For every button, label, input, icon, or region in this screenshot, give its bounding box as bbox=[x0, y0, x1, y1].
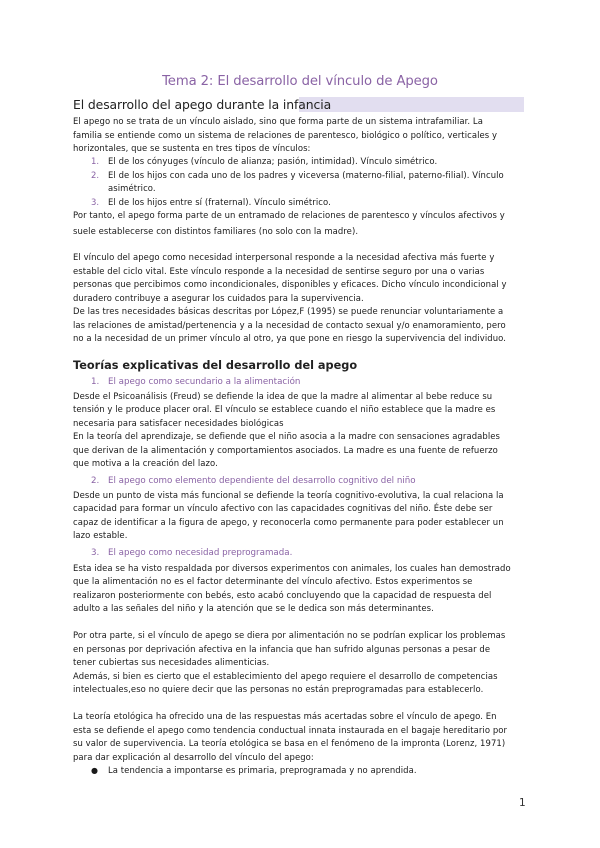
list-item-text: El de los cónyuges (vínculo de alianza; pasión, intimidad). Vínculo simétrico. bbox=[108, 156, 438, 166]
text-line: lazo estable. bbox=[73, 530, 128, 540]
bullet-icon: ● bbox=[91, 766, 98, 775]
heading-highlight bbox=[299, 97, 524, 112]
text-line: El apego no se trata de un vínculo aislado, sino que forma parte de un sistema intrafamiliar. La bbox=[73, 116, 483, 126]
text-line: en personas por deprivación afectiva en la infancia que han sufrido algunas personas a pesar de bbox=[73, 644, 491, 654]
section-heading-teorias: Teorías explicativas del desarrollo del apego bbox=[73, 359, 358, 372]
theory-title: El apego como secundario a la alimentación bbox=[108, 377, 301, 387]
text-line: Además, si bien es cierto que el establecimiento del apego requiere el desarrollo de competencias bbox=[73, 671, 498, 681]
text-line: estable del ciclo vital. Este vínculo responde a la necesidad de sentirse seguro por una o varias bbox=[73, 266, 485, 276]
text-line: La teoría etológica ha ofrecido una de las respuestas más acertadas sobre el vínculo de apego. En bbox=[73, 711, 497, 721]
list-item-text: El de los hijos entre sí (fraternal). Vínculo simétrico. bbox=[108, 197, 331, 207]
text-line: que motiva a la creación del lazo. bbox=[73, 458, 218, 468]
text-line: suele establecerse con distintos familiares (no solo con la madre). bbox=[73, 226, 359, 236]
text-line: duradero contribuye a asegurar los cuidados para la supervivencia. bbox=[73, 293, 364, 303]
text-line: En la teoría del aprendizaje, se defiende que el niño asocia a la madre con sensaciones agradables bbox=[73, 431, 501, 441]
text-line: su valor de supervivencia. La teoría etológica se basa en el fenómeno de la impronta (Lorenz, 1971) bbox=[73, 738, 506, 748]
text-line: Desde el Psicoanálisis (Freud) se defiende la idea de que la madre al alimentar al bebe reduce su bbox=[73, 391, 493, 401]
text-line: las relaciones de amistad/pertenencia y a la necesidad de contacto sexual y/o enamoramiento, pero bbox=[73, 320, 506, 330]
section-heading-apego-infancia: El desarrollo del apego durante la infancia bbox=[73, 97, 332, 112]
text-line: que la alimentación no es el factor determinante del vínculo afectivo. Estos experimentos se bbox=[73, 576, 473, 586]
text-line: adulto a las señales del niño y la atención que se le dedica son más determinantes. bbox=[73, 603, 434, 613]
list-item-text: asimétrico. bbox=[108, 183, 156, 193]
text-line: realizaron posteriormente con bebés, esto acabó concluyendo que la capacidad de respuesta del bbox=[73, 590, 492, 600]
text-line: Desde un punto de vista más funcional se defiende la teoría cognitivo-evolutiva, la cual relaciona la bbox=[73, 490, 504, 500]
text-line: que derivan de la alimentación y comportamientos asociados. La madre es una fuente de refuerzo bbox=[73, 445, 498, 455]
text-line: esta se defiende el apego como tendencia conductual innata instaurada en el bagaje hereditario por bbox=[73, 725, 508, 735]
text-line: Por tanto, el apego forma parte de un entramado de relaciones de parentesco y vínculos afectivos y bbox=[73, 210, 505, 220]
text-line: no a la necesidad de un primer vínculo al otro, ya que pone en riesgo la supervivencia del individuo. bbox=[73, 333, 507, 343]
text-line: personas que percibimos como incondicionales, disponibles y eficaces. Dicho vínculo incondicional y bbox=[73, 279, 507, 289]
text-line: Por otra parte, si el vínculo de apego se diera por alimentación no se podrían explicar los problemas bbox=[73, 630, 506, 640]
text-line: capacidad para formar un vínculo afectivo con las capacidades cognitivas del niño. Éste debe ser bbox=[73, 503, 493, 513]
theory-title: El apego como necesidad preprogramada. bbox=[108, 548, 293, 558]
text-line: intelectuales,eso no quiere decir que las personas no están preprogramadas para establecerlo. bbox=[73, 684, 484, 694]
theory-number: 3. bbox=[91, 548, 100, 558]
list-item-text: El de los hijos con cada uno de los padres y viceversa (materno-filial, paterno-filial). Vínculo bbox=[108, 170, 504, 180]
list-number: 3. bbox=[91, 197, 100, 207]
text-line: Esta idea se ha visto respaldada por diversos experimentos con animales, los cuales han demostrado bbox=[73, 563, 511, 573]
text-line: El vínculo del apego como necesidad interpersonal responde a la necesidad afectiva más fuerte y bbox=[73, 252, 495, 262]
list-number: 1. bbox=[91, 156, 100, 166]
text-line: De las tres necesidades básicas descritas por López,F (1995) se puede renunciar voluntariamente a bbox=[73, 306, 504, 316]
document-title: Tema 2: El desarrollo del vínculo de Apego bbox=[162, 74, 438, 89]
text-line: horizontales, que se sustenta en tres tipos de vínculos: bbox=[73, 143, 311, 153]
text-line: tensión y le produce placer oral. El vínculo se establece cuando el niño establece que la madre es bbox=[73, 404, 496, 414]
text-line: familia se entiende como un sistema de relaciones de parentesco, biológico o político, verticales y bbox=[73, 130, 498, 140]
theory-title: El apego como elemento dependiente del desarrollo cognitivo del niño bbox=[108, 476, 416, 486]
page-number: 1 bbox=[519, 797, 526, 809]
theory-number: 1. bbox=[91, 377, 100, 387]
bullet-item-text: La tendencia a impontarse es primaria, preprogramada y no aprendida. bbox=[108, 765, 417, 775]
text-line: tener cubiertas sus necesidades alimenticias. bbox=[73, 657, 270, 667]
text-line: capaz de identificar a la figura de apego, y reconocerla como permanente para poder establecer un bbox=[73, 517, 504, 527]
text-line: necesaria para satisfacer necesidades biológicas bbox=[73, 418, 284, 428]
text-line: para dar explicación al desarrollo del vínculo del apego: bbox=[73, 752, 314, 762]
list-number: 2. bbox=[91, 170, 100, 180]
theory-number: 2. bbox=[91, 476, 100, 486]
